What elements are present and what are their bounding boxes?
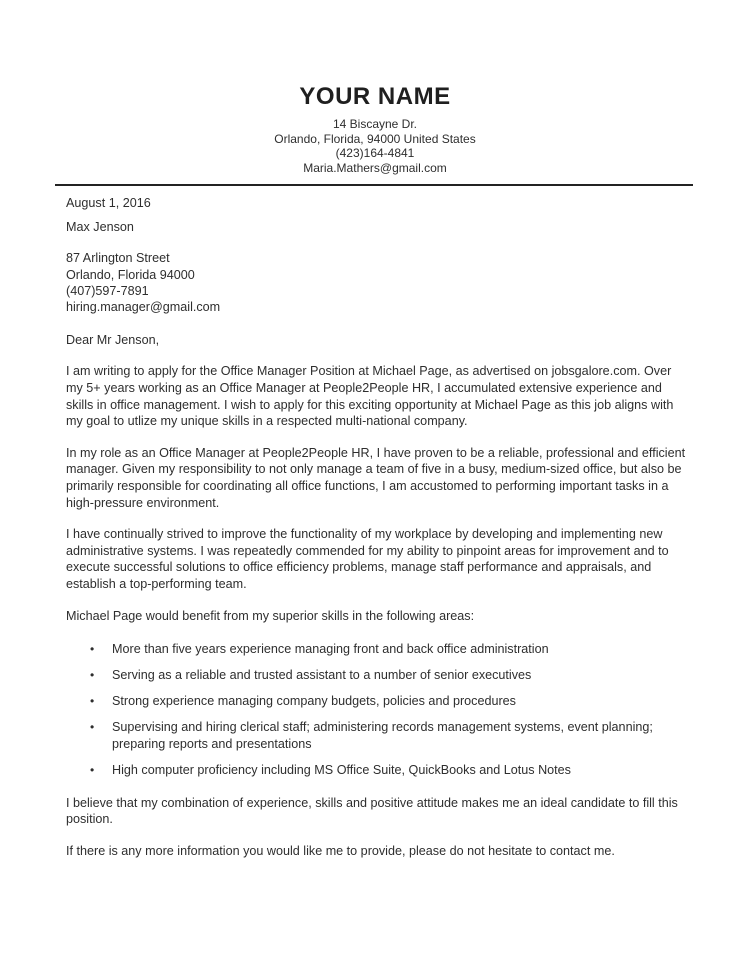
skill-text: Serving as a reliable and trusted assistant to a number of senior executives — [112, 668, 532, 683]
body-paragraph-1: I am writing to apply for the Office Manager Position at Michael Page, as advertised on jobsgalore.com. Over my 5+ years working as an Office Manager at People2People HR, I accumulated extensive experience and skills in office management. I wish to apply for this exciting opportunity at Michael Page as this job aligns with my goal to utlize my unique skills in a respected multi-national company. — [66, 364, 674, 429]
skills-intro: Michael Page would benefit from my superior skills in the following areas: — [66, 608, 475, 623]
closing-paragraph-1: I believe that my combination of experience, skills and positive attitude makes me an ideal candidate to fill this position. — [66, 795, 678, 827]
sender-address-line2: Orlando, Florida, 94000 United States — [274, 131, 476, 146]
skill-text: More than five years experience managing front and back office administration — [112, 642, 549, 657]
recipient-address-line: Orlando, Florida 94000 — [66, 267, 195, 282]
skill-text: Strong experience managing company budgets, policies and procedures — [112, 694, 516, 709]
recipient-address-line: 87 Arlington Street — [66, 251, 170, 266]
letterhead — [0, 0, 750, 175]
sender-phone: (423)164-4841 — [335, 146, 415, 160]
skill-text: Supervising and hiring clerical staff; administering records management systems, event planning; preparing reports and presentations — [112, 720, 653, 751]
header-divider — [55, 184, 693, 186]
body-paragraph-2: In my role as an Office Manager at People2People HR, I have proven to be a reliable, professional and efficient manager. Given my responsibility to not only manage a team of five in a busy, medium-sized office, but also be primarily responsible for coordinating all office functions, I am accustomed to performing important tasks in a high-pressure environment. — [66, 445, 686, 510]
bullet-icon: • — [90, 763, 95, 778]
list-item — [90, 641, 686, 658]
body-paragraph-3: I have continually strived to improve the functionality of my workplace by developing and implementing new administrative systems. I was repeatedly commended for my ability to pinpoint areas for improvement and to execute successful solutions to office efficiency problems, manage staff performance and appraisals, and establish a top-performing team. — [66, 527, 669, 591]
letter-date: August 1, 2016 — [66, 196, 151, 210]
skills-list — [66, 641, 686, 779]
sender-name: YOUR NAME — [299, 83, 451, 110]
sender-email: Maria.Mathers@gmail.com — [303, 160, 447, 175]
salutation: Dear Mr Jenson, — [66, 332, 160, 347]
recipient-phone: (407)597-7891 — [66, 284, 149, 298]
skill-text: High computer proficiency including MS Office Suite, QuickBooks and Lotus Notes — [112, 763, 571, 778]
list-item — [90, 719, 686, 752]
closing-paragraph-2: If there is any more information you would like me to provide, please do not hesitate to contact me. — [66, 843, 615, 858]
sender-address-line1: 14 Biscayne Dr. — [332, 117, 418, 131]
recipient-name: Max Jenson — [66, 219, 134, 234]
letter-body — [66, 195, 686, 859]
bullet-icon: • — [90, 668, 95, 683]
recipient-email: hiring.manager@gmail.com — [66, 300, 221, 315]
bullet-icon: • — [90, 642, 95, 657]
bullet-icon: • — [90, 720, 95, 735]
bullet-icon: • — [90, 694, 95, 709]
list-item — [90, 762, 686, 779]
recipient-address-block — [66, 250, 686, 316]
list-item — [90, 693, 686, 710]
list-item — [90, 667, 686, 684]
